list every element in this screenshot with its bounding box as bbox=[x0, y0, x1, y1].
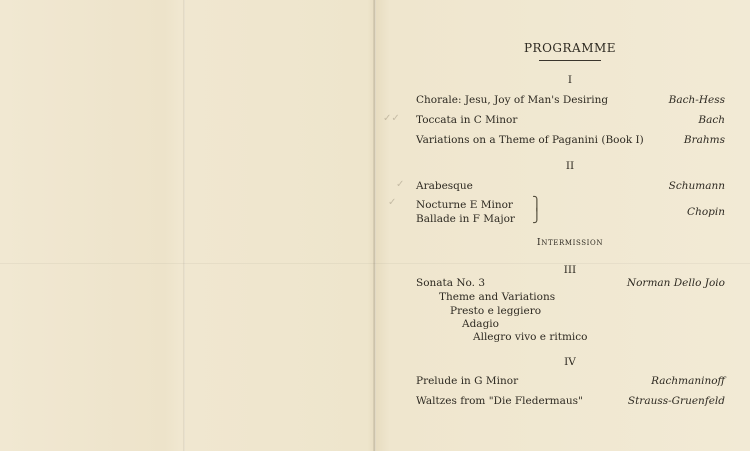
pencil-check-mark: ✓ bbox=[388, 197, 397, 208]
section-numeral-iv: IV bbox=[564, 356, 576, 368]
composer-name: Brahms bbox=[683, 134, 725, 146]
composer-name: Bach-Hess bbox=[668, 94, 725, 106]
piece-title: Nocturne E Minor bbox=[416, 199, 513, 211]
piece-title: Sonata No. 3 bbox=[416, 277, 486, 289]
grouping-brace: ⎫ bbox=[532, 197, 542, 212]
title-underline bbox=[539, 60, 601, 61]
movement-title: Allegro vivo e ritmico bbox=[473, 331, 588, 343]
grouping-brace: ⎭ bbox=[532, 209, 542, 224]
left-fold-crease bbox=[183, 0, 185, 451]
movement-title: Presto e leggiero bbox=[450, 305, 542, 317]
piece-title: Variations on a Theme of Paganini (Book I) bbox=[416, 134, 644, 146]
piece-title: Ballade in F Major bbox=[416, 213, 515, 225]
section-numeral-ii: II bbox=[565, 160, 575, 172]
pencil-check-mark: ✓ bbox=[396, 179, 405, 190]
horizontal-fold-crease bbox=[0, 263, 750, 264]
piece-title: Waltzes from "Die Fledermaus" bbox=[416, 395, 583, 407]
movement-title: Adagio bbox=[462, 318, 499, 330]
piece-title: Toccata in C Minor bbox=[416, 114, 518, 126]
composer-name: Norman Dello Joio bbox=[626, 277, 725, 289]
programme-title: PROGRAMME bbox=[523, 41, 617, 55]
composer-name: Bach bbox=[698, 114, 725, 126]
composer-name: Chopin bbox=[687, 206, 725, 218]
composer-name: Strauss-Gruenfeld bbox=[627, 395, 725, 407]
piece-title: Chorale: Jesu, Joy of Man's Desiring bbox=[416, 94, 609, 106]
piece-title: Arabesque bbox=[416, 180, 473, 192]
section-numeral-i: I bbox=[567, 74, 573, 86]
section-numeral-iii: III bbox=[563, 264, 577, 276]
pencil-check-mark: ✓✓ bbox=[383, 113, 400, 124]
piece-title: Prelude in G Minor bbox=[416, 375, 519, 387]
intermission-label: Intermission bbox=[536, 237, 604, 248]
composer-name: Schumann bbox=[668, 180, 725, 192]
movement-title: Theme and Variations bbox=[439, 291, 556, 303]
center-fold-crease bbox=[373, 0, 376, 451]
composer-name: Rachmaninoff bbox=[651, 375, 725, 387]
